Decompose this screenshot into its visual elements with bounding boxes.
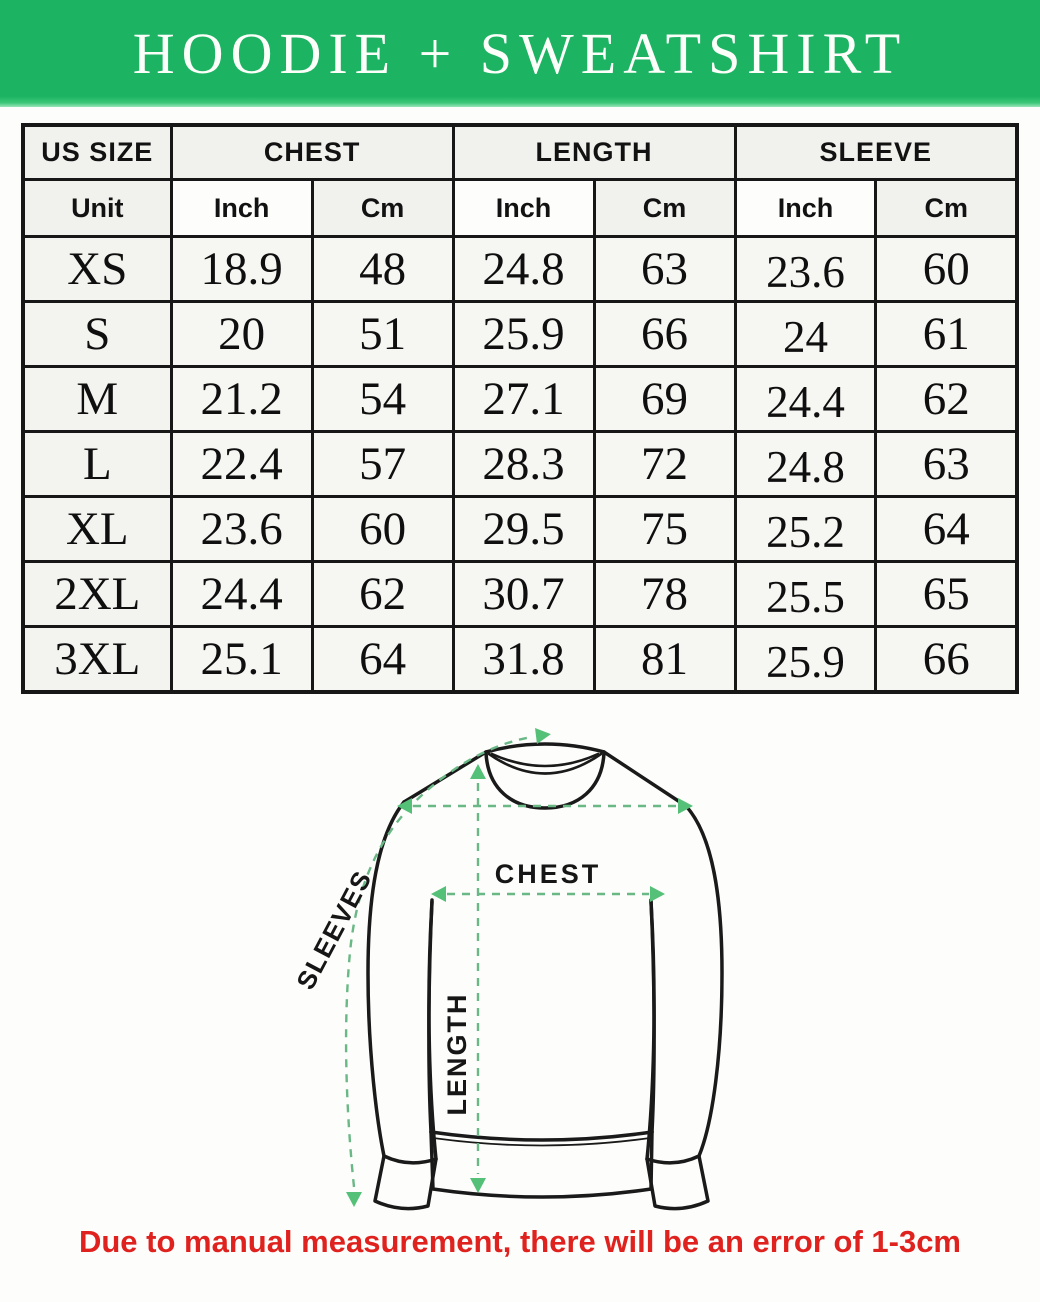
sleeve-measure-line (346, 737, 532, 1187)
cell-sleeve-inch: 24.8 (735, 432, 876, 497)
cell-length-inch: 25.9 (453, 302, 594, 367)
header-length-cm: Cm (594, 180, 735, 237)
cell-length-inch: 28.3 (453, 432, 594, 497)
cell-sleeve-inch: 25.5 (735, 562, 876, 627)
header-chest: CHEST (171, 125, 453, 180)
header-us-size: US SIZE (23, 125, 171, 180)
header-sleeve-inch: Inch (735, 180, 876, 237)
cell-chest-cm: 54 (312, 367, 453, 432)
cell-sleeve-cm: 60 (876, 237, 1017, 302)
arrow-right-icon (650, 886, 665, 902)
left-sleeve-outer (368, 802, 404, 1156)
cell-chest-cm: 62 (312, 562, 453, 627)
table-unit-header-row (23, 180, 1017, 237)
cell-chest-inch: 21.2 (171, 367, 312, 432)
header-length-inch: Inch (453, 180, 594, 237)
cell-chest-inch: 18.9 (171, 237, 312, 302)
left-cuff (375, 1156, 436, 1209)
cell-chest-cm: 57 (312, 432, 453, 497)
arrow-up-icon (470, 764, 486, 779)
header-unit: Unit (23, 180, 171, 237)
cell-chest-inch: 20 (171, 302, 312, 367)
header-chest-inch: Inch (171, 180, 312, 237)
cell-length-inch: 24.8 (453, 237, 594, 302)
cell-sleeve-inch: 24 (735, 302, 876, 367)
table-row (23, 627, 1017, 693)
size-label: XS (23, 237, 171, 302)
right-sleeve-outer (686, 806, 722, 1156)
chest-label: CHEST (494, 859, 602, 889)
right-shoulder-seam (604, 752, 686, 806)
banner (0, 0, 1040, 107)
table-row (23, 367, 1017, 432)
length-label: LENGTH (442, 992, 472, 1116)
cell-sleeve-inch: 25.2 (735, 497, 876, 562)
size-label: 2XL (23, 562, 171, 627)
cell-sleeve-inch: 23.6 (735, 237, 876, 302)
table-row (23, 302, 1017, 367)
size-label: XL (23, 497, 171, 562)
header-length: LENGTH (453, 125, 735, 180)
hem-top (431, 1132, 652, 1140)
collar-neckline (486, 753, 604, 808)
cell-length-cm: 72 (594, 432, 735, 497)
cell-chest-cm: 51 (312, 302, 453, 367)
table-row (23, 497, 1017, 562)
cell-length-cm: 75 (594, 497, 735, 562)
size-label: 3XL (23, 627, 171, 693)
cell-chest-cm: 48 (312, 237, 453, 302)
header-chest-cm: Cm (312, 180, 453, 237)
cell-sleeve-inch: 24.4 (735, 367, 876, 432)
size-label: L (23, 432, 171, 497)
cell-length-inch: 30.7 (453, 562, 594, 627)
cell-sleeve-cm: 61 (876, 302, 1017, 367)
measurement-diagram (280, 690, 785, 1225)
size-label: S (23, 302, 171, 367)
cell-length-cm: 81 (594, 627, 735, 693)
cell-sleeve-inch: 25.9 (735, 627, 876, 693)
table-row (23, 237, 1017, 302)
cell-length-inch: 31.8 (453, 627, 594, 693)
cell-length-inch: 29.5 (453, 497, 594, 562)
cell-length-cm: 63 (594, 237, 735, 302)
arrow-down-icon (346, 1192, 362, 1207)
cell-chest-inch: 22.4 (171, 432, 312, 497)
cell-sleeve-cm: 64 (876, 497, 1017, 562)
right-cuff (647, 1156, 708, 1209)
table-row (23, 432, 1017, 497)
cell-length-cm: 78 (594, 562, 735, 627)
collar-top (486, 744, 604, 752)
cell-chest-cm: 64 (312, 627, 453, 693)
table-group-header-row (23, 125, 1017, 180)
size-chart-table (21, 123, 1019, 694)
cell-length-inch: 27.1 (453, 367, 594, 432)
measurement-lines (346, 737, 677, 1187)
sweatshirt-outline-drawing (368, 744, 722, 1209)
cell-sleeve-cm: 63 (876, 432, 1017, 497)
cell-sleeve-cm: 65 (876, 562, 1017, 627)
cell-sleeve-cm: 66 (876, 627, 1017, 693)
table-row (23, 562, 1017, 627)
sleeves-label: SLEEVES (290, 865, 378, 995)
cell-chest-inch: 24.4 (171, 562, 312, 627)
page-title: HOODIE + SWEATSHIRT (132, 21, 908, 86)
measurement-disclaimer: Due to manual measurement, there will be an error of 1-3cm (78, 1224, 962, 1259)
collar-rib-2 (489, 754, 601, 774)
cell-chest-inch: 23.6 (171, 497, 312, 562)
cell-length-cm: 69 (594, 367, 735, 432)
arrow-right-icon (535, 726, 552, 744)
arrow-down-icon (470, 1178, 486, 1193)
cell-chest-cm: 60 (312, 497, 453, 562)
header-sleeve-cm: Cm (876, 180, 1017, 237)
size-label: M (23, 367, 171, 432)
cell-sleeve-cm: 62 (876, 367, 1017, 432)
cell-length-cm: 66 (594, 302, 735, 367)
header-sleeve: SLEEVE (735, 125, 1017, 180)
cell-chest-inch: 25.1 (171, 627, 312, 693)
